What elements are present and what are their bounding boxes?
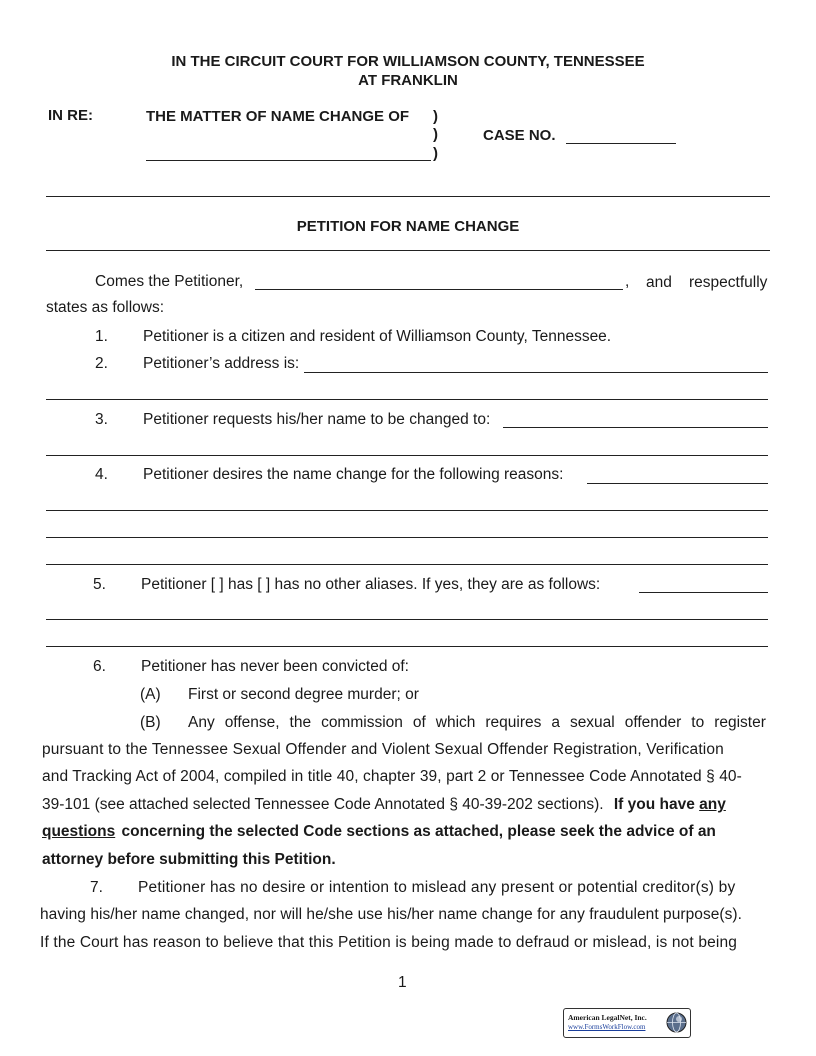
item-number: 6. <box>93 658 106 675</box>
court-location: AT FRANKLIN <box>358 72 458 89</box>
justified-word: which <box>435 714 476 731</box>
item-text: Petitioner [ ] has [ ] has no other aliases. If yes, they are as follows: <box>141 576 601 593</box>
bold-notice: concerning the selected Code sections as attached, please seek the advice of an <box>121 823 716 840</box>
subitem-b-line1 <box>188 714 766 732</box>
petitioner-field[interactable] <box>255 289 623 290</box>
item-number: 3. <box>95 411 108 428</box>
item-text: Petitioner requests his/her name to be changed to: <box>143 411 491 428</box>
address-field-line2[interactable] <box>46 399 768 400</box>
justified-word: register <box>714 714 766 731</box>
aliases-field-line3[interactable] <box>46 646 768 647</box>
caption-paren: ) <box>433 108 438 125</box>
justified-word: commission <box>321 714 403 731</box>
item-number: 2. <box>95 355 108 372</box>
item-number: 5. <box>93 576 106 593</box>
reasons-field-line3[interactable] <box>46 537 768 538</box>
in-re-label: IN RE: <box>48 107 93 124</box>
bold-notice: attorney before submitting this Petition. <box>42 851 336 868</box>
justified-word: requires <box>485 714 542 731</box>
paragraph-line <box>42 796 726 814</box>
intro-states: states as follows: <box>46 299 165 316</box>
court-heading: IN THE CIRCUIT COURT FOR WILLIAMSON COUNTY, TENNESSEE <box>171 53 645 70</box>
subitem-text: First or second degree murder; or <box>188 686 419 703</box>
american-legalnet-logo[interactable] <box>563 1008 691 1038</box>
aliases-field[interactable] <box>639 592 768 593</box>
justified-word: offender <box>624 714 682 731</box>
paragraph-text: 39-101 (see attached selected Tennessee Code Annotated § 40-39-202 sections). <box>42 796 604 813</box>
subitem-label: (B) <box>140 714 161 731</box>
document-title: PETITION FOR NAME CHANGE <box>296 218 520 235</box>
bold-notice-questions: questions <box>42 823 116 840</box>
reasons-field-line2[interactable] <box>46 510 768 511</box>
subitem-label: (A) <box>140 686 161 703</box>
reasons-field[interactable] <box>587 483 768 484</box>
caption-paren: ) <box>433 145 438 162</box>
item-number: 1. <box>95 328 108 345</box>
justified-word: offense, <box>224 714 280 731</box>
petitioner-name-field[interactable] <box>146 160 431 161</box>
justified-word: to <box>691 714 705 731</box>
item-text: Petitioner desires the name change for the following reasons: <box>143 466 564 483</box>
item-text: Petitioner is a citizen and resident of Williamson County, Tennessee. <box>143 328 612 345</box>
new-name-field-line2[interactable] <box>46 455 768 456</box>
bold-notice-any: any <box>699 796 726 813</box>
intro-and: and <box>646 274 672 291</box>
case-number-field[interactable] <box>566 143 676 144</box>
caption-paren: ) <box>433 126 438 143</box>
intro-comma: , <box>625 273 630 290</box>
paragraph-line: pursuant to the Tennessee Sexual Offender and Violent Sexual Offender Registration, Verification <box>42 741 724 758</box>
globe-icon <box>666 1012 687 1033</box>
justified-word: of <box>412 714 426 731</box>
logo-company: American LegalNet, Inc. <box>568 1013 647 1022</box>
justified-word: a <box>551 714 560 731</box>
page-number: 1 <box>398 974 407 991</box>
item-text: Petitioner has never been convicted of: <box>141 658 409 675</box>
intro-comes: Comes the Petitioner, <box>95 273 244 290</box>
paragraph-line <box>42 823 716 841</box>
item-text: Petitioner has no desire or intention to mislead any present or potential creditor(s) by <box>138 879 736 896</box>
address-field[interactable] <box>304 372 768 373</box>
new-name-field[interactable] <box>503 427 768 428</box>
matter-label: THE MATTER OF NAME CHANGE OF <box>146 108 410 125</box>
item-text: Petitioner’s address is: <box>143 355 300 372</box>
case-no-label: CASE NO. <box>483 127 556 144</box>
intro-respectfully: respectfully <box>689 274 768 291</box>
divider <box>46 250 770 251</box>
justified-word: the <box>289 714 312 731</box>
item-number: 7. <box>90 879 103 896</box>
justified-word: Any <box>188 714 215 731</box>
justified-word: sexual <box>569 714 615 731</box>
paragraph-line: having his/her name changed, nor will he/she use his/her name change for any fraudulent purpose(s). <box>40 906 743 923</box>
paragraph-line: and Tracking Act of 2004, compiled in title 40, chapter 39, part 2 or Tennessee Code Annotated § 40- <box>42 768 742 785</box>
item-number: 4. <box>95 466 108 483</box>
reasons-field-line4[interactable] <box>46 564 768 565</box>
bold-notice: If you have <box>613 796 695 813</box>
divider <box>46 196 770 197</box>
logo-url[interactable]: www.FormsWorkFlow.com <box>568 1023 646 1031</box>
paragraph-line: If the Court has reason to believe that this Petition is being made to defraud or mislead, is not being <box>40 934 737 951</box>
aliases-field-line2[interactable] <box>46 619 768 620</box>
